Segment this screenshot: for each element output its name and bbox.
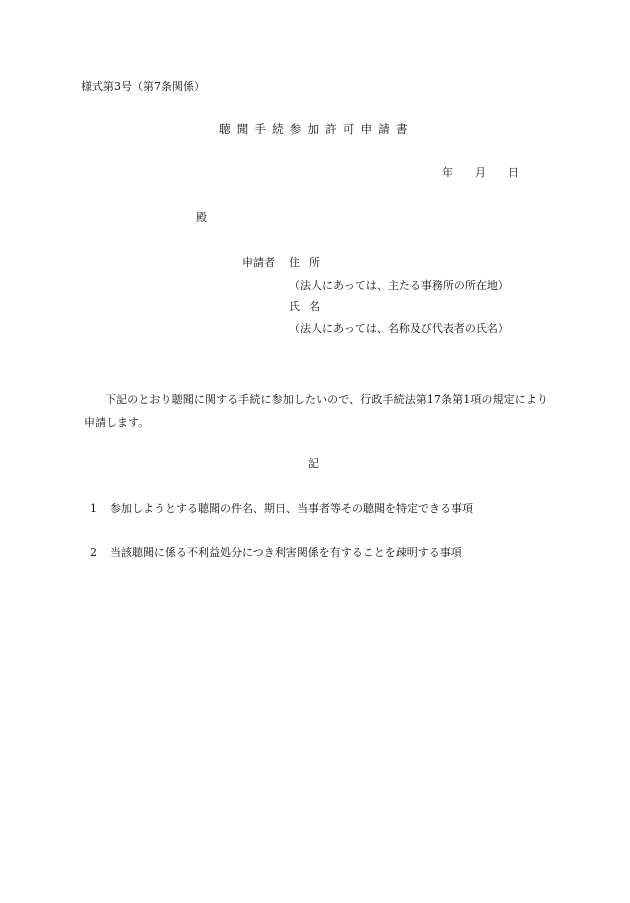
- date-line: [442, 166, 519, 180]
- item-text: 当該聴聞に係る不利益処分につき利害関係を有することを疎明する事項: [110, 546, 462, 559]
- list-item: [90, 502, 473, 516]
- name-note: （法人にあっては、名称及び代表者の氏名）: [289, 322, 509, 335]
- list-item: [90, 546, 462, 560]
- form-number: 様式第3号（第7条関係）: [81, 80, 205, 93]
- addressee-suffix: 殿: [196, 211, 207, 224]
- date-year-label: 年: [442, 166, 453, 179]
- date-month-label: 月: [475, 166, 486, 179]
- body-paragraph: 下記のとおり聴聞に関する手続に参加したいので、行政手続法第17条第1項の規定により申請します。: [84, 393, 548, 429]
- item-number: 2: [90, 546, 97, 559]
- ki-heading: 記: [308, 457, 319, 470]
- item-number: 1: [90, 502, 97, 515]
- address-note: （法人にあっては、主たる事務所の所在地）: [289, 279, 509, 292]
- document-title: 聴聞手続参加許可申請書: [219, 122, 414, 136]
- item-text: 参加しようとする聴聞の件名、期日、当事者等その聴聞を特定できる事項: [110, 502, 473, 515]
- name-label: 氏名: [289, 300, 329, 313]
- address-label: 住所: [289, 256, 329, 269]
- applicant-label: 申請者: [242, 256, 275, 269]
- date-day-label: 日: [508, 166, 519, 179]
